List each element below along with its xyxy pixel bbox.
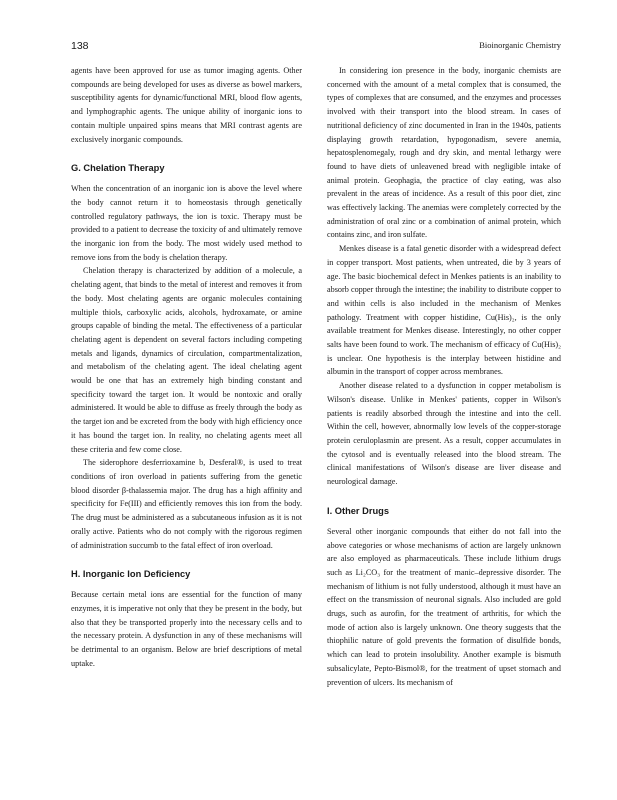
running-title: Bioinorganic Chemistry bbox=[479, 40, 561, 50]
paragraph-mri-agents: agents have been approved for use as tumor imaging agents. Other compounds are being developed for uses as diverse as bowel markers, susceptibility agents for dynamic/functional MRI, blood flow agents, and lymphographic agents. The unique ability of inorganic ions to contain multiple unpaired spins means that MRI contrast agents are exclusively inorganic compounds. bbox=[71, 66, 302, 144]
page-number: 138 bbox=[71, 40, 89, 52]
paragraph-chelation-characterized: Chelation therapy is characterized by addition of a molecule, a chelating agent, that binds to the metal of interest and removes it from the body. Most chelating agents are organic molecules containing multiple thiols, carboxylic acids, alcohols, hydroxamate, or amine groups capable of binding the metal. The effectiveness of a particular chelating agent is dependent on several factors including competing metals and ligands, dynamics of circulation, compartmentalization, and metabolism of the chelating agent. The ideal chelating agent would be one that has an extremely high binding constant and specificity toward the target ion. It would be nontoxic and orally administered. It would be able to diffuse as freely through the body as the target ion and be excreted from the body with high efficiency once it has bound the target ion. In reality, no chelating agents meet all these criteria and few come close. bbox=[71, 266, 302, 454]
paragraph-desferal: The siderophore desferrioxamine b, Desferal®, is used to treat conditions of iron overload in patients suffering from the genetic blood disorder β-thalassemia major. The drug has a high affinity and specificity for Fe(III) and efficiently removes this ion from the body. The drug must be administered as a subcutaneous infusion as it is not orally active. Patients who do not comply with the rigorous regimen of administration succumb to the fatal effect of iron overload. bbox=[71, 458, 302, 550]
heading-chelation-therapy: G. Chelation Therapy bbox=[71, 163, 165, 174]
right-column bbox=[327, 64, 561, 689]
heading-inorganic-ion-deficiency: H. Inorganic Ion Deficiency bbox=[71, 569, 191, 580]
paragraph-menkes-disease: Menkes disease is a fatal genetic disorder with a widespread defect in copper transport. Most patients, when untreated, die by 3 years of age. The basic biochemical defect in Menkes patients is an inability to absorb copper through the intestine; the inability to distribute copper to and within cells is also included in the mechanism of Menkes pathology. Treatment with copper histidine, Cu(His)₂, is the only available treatment for Menkes disease. Interestingly, no other copper salts have been found to work. The mechanism of efficacy of Cu(His)₂ is unclear. One hypothesis is the interplay between histidine and albumin in the transport of copper across membranes. bbox=[327, 244, 561, 377]
left-column bbox=[71, 64, 302, 670]
page-header bbox=[71, 40, 561, 54]
paragraph-ion-toxicity: When the concentration of an inorganic ion is above the level where the body cannot return it to homeostasis through genetically controlled regulatory pathways, the ion is toxic. Therapy must be provided to a patient to decrease the toxicity of and ultimately remove the inorganic ion from the body. The most widely used method to remove ions from the body is chelation therapy. bbox=[71, 184, 302, 262]
paragraph-wilsons-disease: Another disease related to a dysfunction in copper metabolism is Wilson's disease. Unlike in Menkes' patients, copper in Wilson's patients is readily absorbed through the intestine and into the cell. Within the cell, however, abnormally low levels of the copper-storage protein ceruloplasmin are present. As a result, copper accumulates in the cytosol and is eventually released into the blood stream. The clinical manifestations of Wilson's disease are liver disease and neurological damage. bbox=[327, 381, 561, 487]
paragraph-other-drugs: Several other inorganic compounds that either do not fall into the above categories or whose mechanisms of action are largely unknown are also employed as pharmaceuticals. These include lithium drugs such as Li₂CO₃ for the treatment of manic–depressive disorder. The mechanism of lithium is not fully understood, although it must have an effect on the transmission of neuronal signals. Also included are gold drugs, such as aurofin, for the treatment of arthritis, for which the mode of action also is largely unknown. One theory suggests that the thiophilic nature of gold prevents the formation of disulfide bonds, which can lead to protein insolubility. Another example is bismuth subsalicylate, Pepto-Bismol®, for the treatment of upset stomach and prevention of ulcers. Its mechanism of bbox=[327, 526, 561, 687]
heading-other-drugs: I. Other Drugs bbox=[327, 505, 389, 516]
paragraph-zinc-deficiency: In considering ion presence in the body, inorganic chemists are concerned with the amount of a metal complex that is consumed, the types of complexes that are consumed, and the enzymes and processes involved with their transport into the blood stream. In cases of nutritional deficiency of zinc documented in Iran in the 1940s, patients displaying growth retardation, hypogonadism, severe anemia, hepatosplenomegaly, rough and dry skin, and mental lethargy were found to have diets of unleavened bread with negligible intake of animal protein. Geophagia, the practice of clay eating, was also prevalent in the areas of incidence. As a result of this poor diet, zinc was effectively lacking. The anemias were completely corrected by the administration of oral zinc or a combination of animal protein, which contains zinc, and iron sulfate. bbox=[327, 66, 561, 240]
paragraph-metal-uptake: Because certain metal ions are essential for the function of many enzymes, it is imperative not only that they be present in the body, but also that they be transported properly into the necessary cells and to the necessary protein. A dysfunction in any of these mechanisms will be detrimental to an organism. Below are brief descriptions of metal uptake. bbox=[71, 590, 302, 668]
